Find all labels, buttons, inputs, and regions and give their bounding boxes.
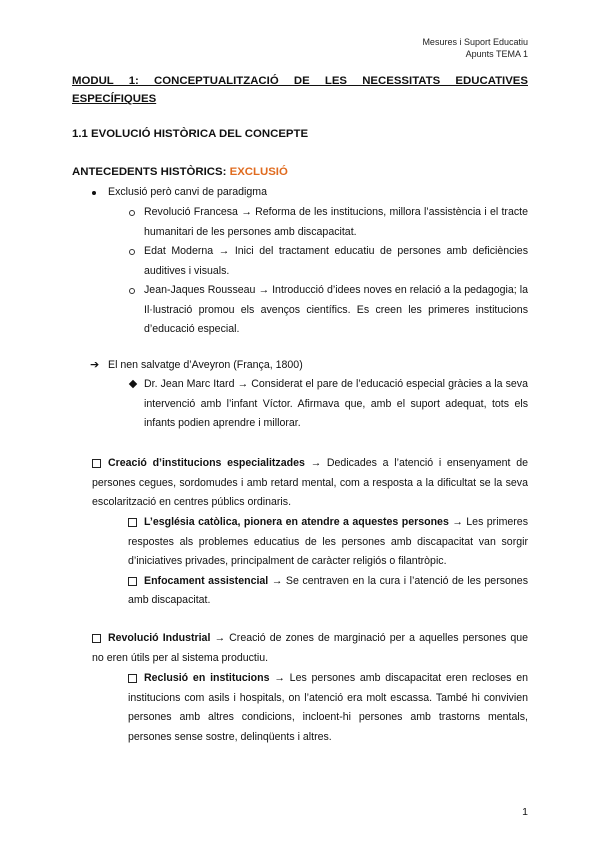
checkbox-icon <box>92 634 101 643</box>
bullet-text: Exclusió però canvi de paradigma <box>108 186 267 198</box>
checkbox-item-institutions <box>92 454 528 513</box>
circle-bullet-icon <box>129 210 135 216</box>
list-item <box>92 454 528 513</box>
list-item <box>90 356 528 376</box>
checkbox-icon <box>92 459 101 468</box>
bullet-list <box>108 183 528 203</box>
checkbox-bold-text: Revolució Industrial <box>108 632 211 644</box>
bullet-dot-icon <box>92 191 96 195</box>
checkbox-sublist-1 <box>128 513 528 611</box>
module-title <box>72 72 528 108</box>
diamond-bullet-icon <box>129 380 137 388</box>
arrow-right-icon: ➔ <box>90 359 100 371</box>
list-item <box>128 669 528 747</box>
circle-bullet-icon <box>129 249 135 255</box>
checkbox-icon <box>128 674 137 683</box>
checkbox-icon <box>128 577 137 586</box>
checkbox-text: → Les primeres respostes als problemes educatius de les persones amb discapacitat van sorgir d’iniciatives privades, principalment de caràcter religiós o filantròpic. <box>128 516 528 567</box>
section-heading: 1.1 EVOLUCIÓ HISTÒRICA DEL CONCEPTE <box>72 128 309 140</box>
subitem-text: Jean-Jaques Rousseau → Introducció d’idees noves en relació a la pedagogia; la Il·lustració promou els avenços científics. Es creen les primeres institucions d’educació especial. <box>144 284 528 335</box>
antecedents-accent: EXCLUSIÓ <box>229 166 288 178</box>
checkbox-bold-text: Enfocament assistencial <box>144 574 269 587</box>
header-notes: Apunts TEMA 1 <box>465 49 528 59</box>
list-item <box>128 572 528 611</box>
checkbox-text: → Se centraven en la cura i l’atenció de les persones amb discapacitat. <box>128 574 528 606</box>
list-item <box>144 281 528 340</box>
module-title-line2: ESPECÍFIQUES <box>72 93 157 105</box>
list-item <box>108 183 528 203</box>
page-header <box>422 36 528 60</box>
checkbox-bold-text: Reclusió en institucions <box>144 672 270 684</box>
list-item <box>92 629 528 668</box>
checkbox-text: → Les persones amb discapacitat eren recloses en institucions com asils i hospitals, on l’atenció era molt escassa. També hi convivien persones amb altres condicions, incloent-hi persones amb trastorns mentals, persones sense sostre, delinqüents i altres. <box>128 672 528 743</box>
list-item <box>144 203 528 242</box>
antecedents-label: ANTECEDENTS HISTÒRICS: <box>72 166 227 178</box>
checkbox-item-industrial <box>92 629 528 668</box>
checkbox-bold-text: L’església catòlica, pionera en atendre a aquestes persones <box>144 516 449 528</box>
list-item <box>144 375 528 434</box>
subitem-text: Revolució Francesa → Reforma de les institucions, millora l’assistència i el tracte humanitari de les persones amb discapacitat. <box>144 206 528 238</box>
page-number: 1 <box>522 806 528 818</box>
diamond-item-text: Dr. Jean Marc Itard → Considerat el pare de l’educació especial gràcies a la seva intervenció amb l’infant Víctor. Afirmava que, amb el suport adequat, tots els infants podien aprendre i millorar. <box>144 378 528 429</box>
checkbox-text: → Creació de zones de marginació per a aquelles persones que no eren útils per al sistema productiu. <box>92 632 528 664</box>
diamond-list <box>144 375 528 434</box>
arrow-item-text: El nen salvatge d’Aveyron (França, 1800) <box>108 359 303 371</box>
module-title-line1: MODUL 1: CONCEPTUALITZACIÓ DE LES NECESSITATS EDUCATIVES <box>72 75 528 87</box>
antecedents-heading <box>72 166 288 178</box>
checkbox-sublist-2 <box>128 669 528 747</box>
circle-bullet-icon <box>129 288 135 294</box>
checkbox-icon <box>128 518 137 527</box>
header-course: Mesures i Suport Educatiu <box>422 37 528 47</box>
arrow-list <box>90 356 528 376</box>
sublist <box>144 203 528 340</box>
checkbox-bold-text: Creació d’institucions especialitzades <box>108 457 305 469</box>
list-item <box>144 242 528 281</box>
list-item <box>128 513 528 572</box>
subitem-text: Edat Moderna → Inici del tractament educatiu de persones amb deficiències auditives i visuals. <box>144 245 528 277</box>
checkbox-text: → Dedicades a l’atenció i ensenyament de persones cegues, sordomudes i amb retard mental, com a resposta a la dificultat se la seva escolarització en centres públics ordinaris. <box>92 457 528 508</box>
